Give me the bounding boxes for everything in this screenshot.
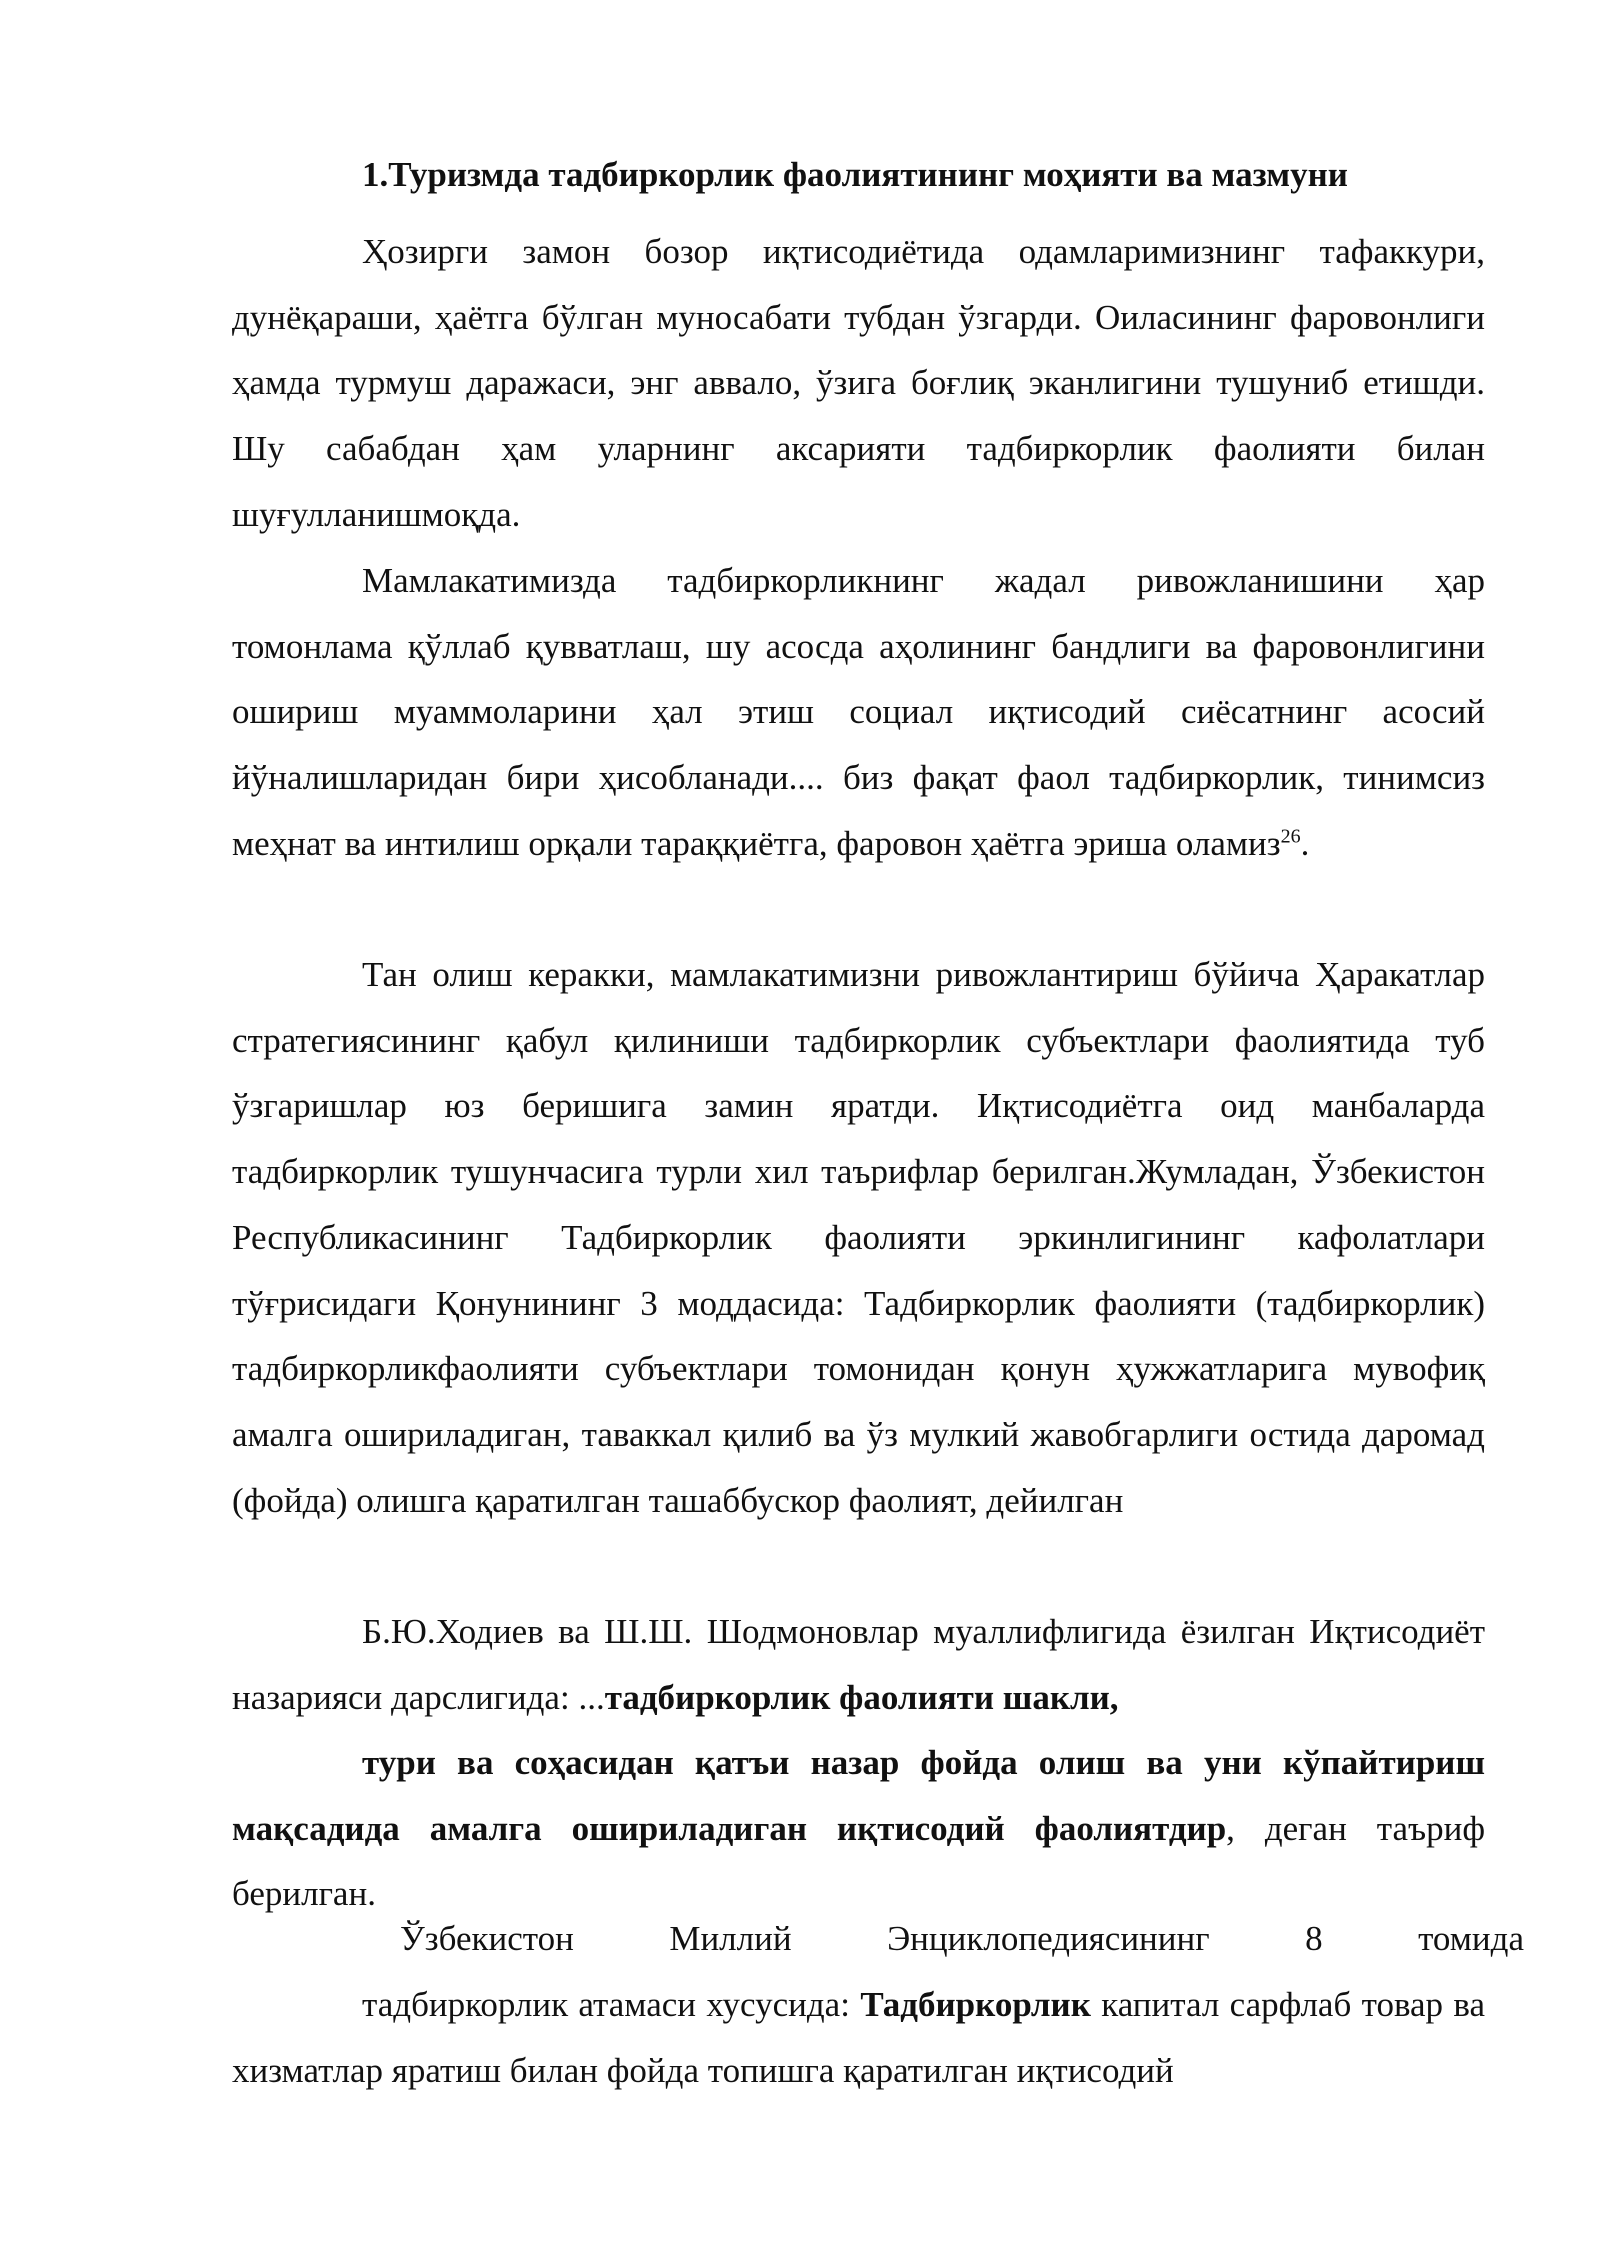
paragraph-4-text: Б.Ю.Ходиев ва Ш.Ш. Шодмоновлар муаллифлигида ёзилган Иқтисодиёт назарияси дарслигида: ... <box>232 1612 1485 1717</box>
paragraph-7-text: тадбиркорлик атамаси хусусида: <box>362 1985 861 2024</box>
paragraph-4 <box>232 1599 1485 1730</box>
paragraph-5-text: , деган таъриф берилган. <box>232 1808 1485 1914</box>
paragraph-2-end: . <box>1300 823 1310 863</box>
paragraph-7-bold: Тадбиркорлик <box>860 1985 1091 2024</box>
paragraph-2 <box>232 548 1485 877</box>
footnote-marker: 26 <box>1280 825 1301 848</box>
paragraph-1: Ҳозирги замон бозор иқтисодиётида одамларимизнинг тафаккури, дунёқараши, ҳаётга бўлган муносабати тубдан ўзгарди. Оиласининг фаровонлиги ҳамда турмуш даражаси, энг аввало, ўзига боғлиқ эканлигини тушуниб етишди. Шу сабабдан ҳам уларнинг аксарияти тадбиркорлик фаолияти билан шуғулланишмоқда. <box>232 232 1485 534</box>
paragraph-2-text: Мамлакатимизда тадбиркорликнинг жадал ривожланишини ҳар томонлама қўллаб қувватлаш, шу асосда аҳолининг бандлиги ва фаровонлигини ошириш муаммоларини ҳал этиш социал иқтисодий сиёсатнинг асосий йўналишларидан бири ҳисобланади.... биз фақат фаол тадбиркорлик, тинимсиз меҳнат ва интилиш орқали тараққиётга, фаровон ҳаётга эриша оламиз <box>232 561 1485 863</box>
paragraph-5 <box>232 1730 1485 1927</box>
paragraph-3: Тан олиш керакки, мамлакатимизни ривожлантириш бўйича Ҳаракатлар стратегиясининг қабул қилиниши тадбиркорлик субъектлари фаолиятида туб ўзгаришлар юз беришига замин яратди. Иқтисодиётга оид манбаларда тадбиркорлик тушунчасига турли хил таърифлар берилган.Жумладан, Ўзбекистон Республикасининг Тадбиркорлик фаолияти эркинлигининг кафолатлари тўғрисидаги Қонунининг 3 моддасида: Тадбиркорлик фаолияти (тадбиркорлик) тадбиркорликфаолияти субъектлари томонидан қонун ҳужжатларига мувофиқ амалга ошириладиган, таваккал қилиб ва ўз мулкий жавобгарлиги остида даромад (фойда) олишга қаратилган ташаббускор фаолият, дейилган <box>232 955 1485 1520</box>
paragraph-5-bold: тури ва соҳасидан қатъи назар фойда олиш ва уни кўпайтириш мақсадида амалга ошириладиган иқтисодий фаолиятдир <box>232 1743 1485 1848</box>
paragraph-7 <box>232 1972 1485 2103</box>
paragraph-4-bold: тадбиркорлик фаолияти шакли, <box>604 1677 1119 1717</box>
paragraph-7-rest: капитал сарфлаб товар ва хизматлар яратиш билан фойда топишга қаратилган иқтисодий <box>232 1985 1485 2090</box>
section-heading: 1.Туризмда тадбиркорлик фаолиятининг моҳияти ва мазмуни <box>362 155 1348 194</box>
paragraph-6: Ўзбекистон Миллий Энциклопедиясининг 8 томида <box>400 1919 1524 1958</box>
